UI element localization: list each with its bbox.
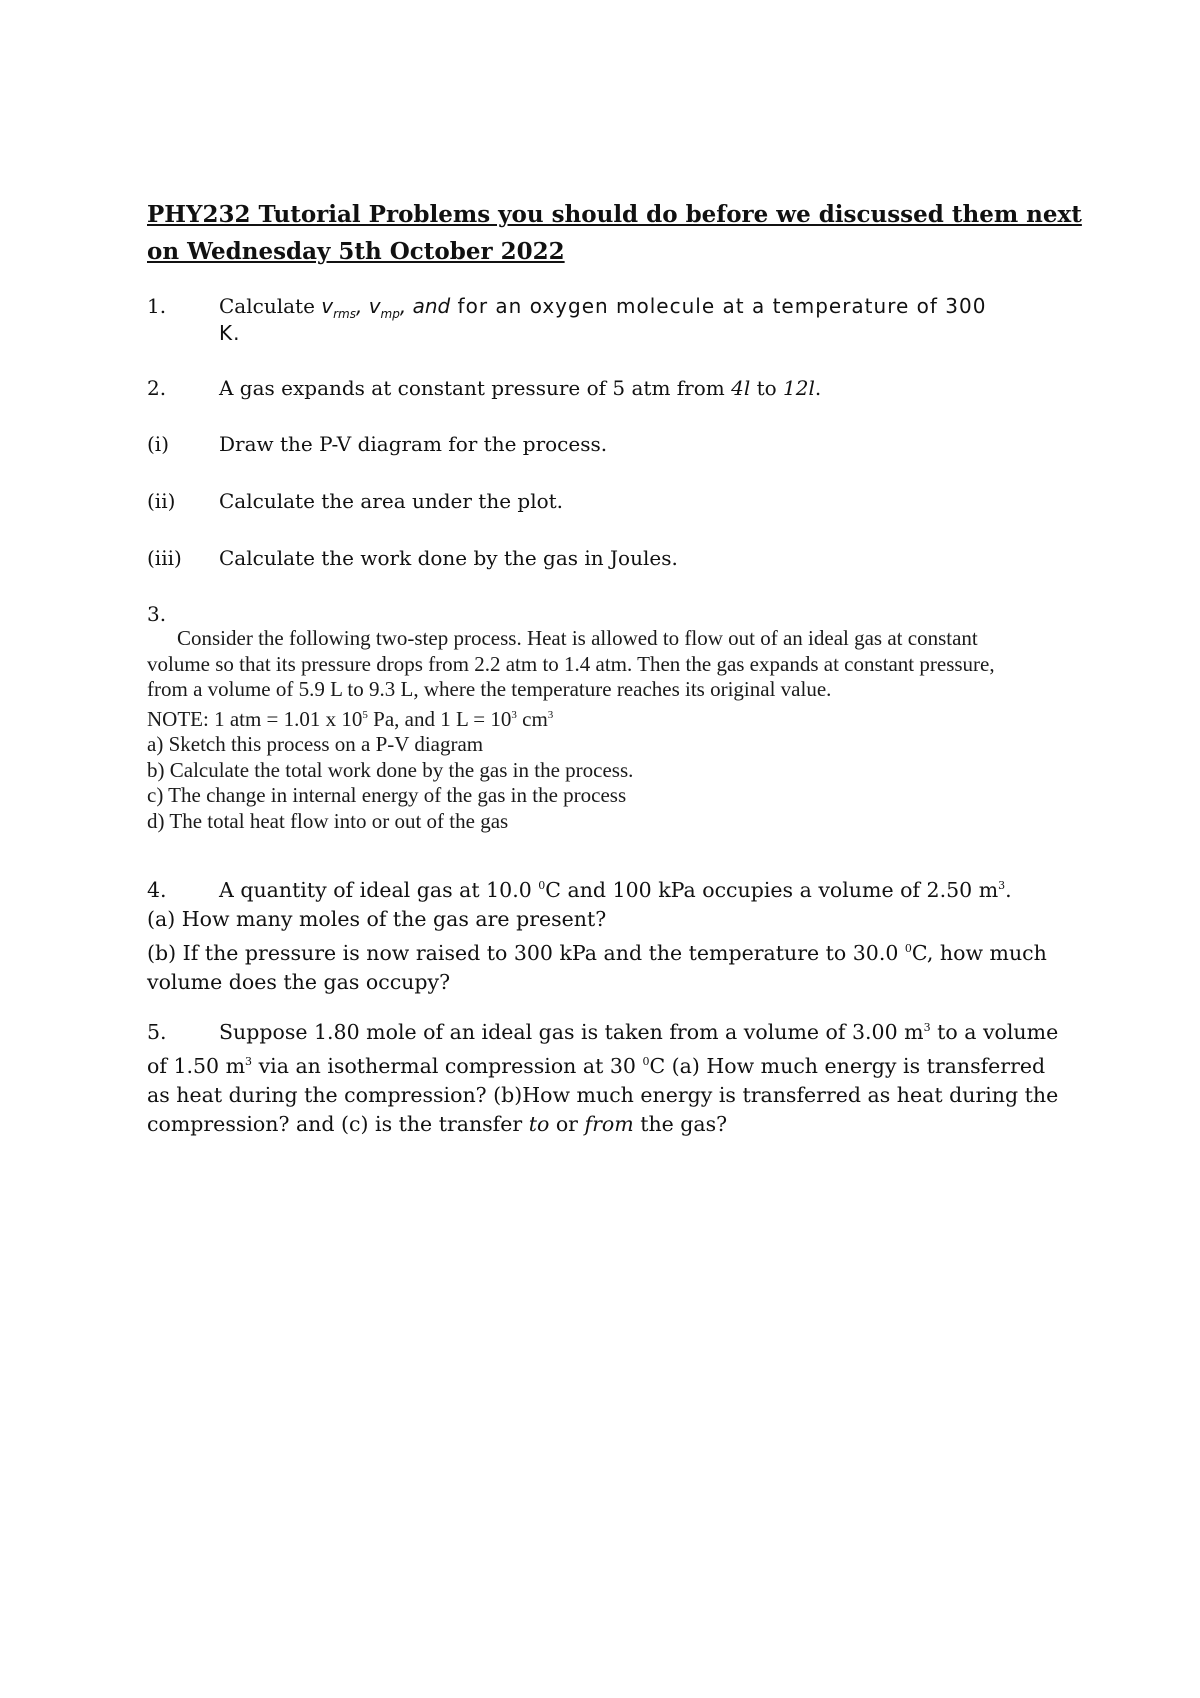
- q2-part-text: Draw the P-V diagram for the process.: [219, 432, 608, 456]
- q3-line: volume so that its pressure drops from 2.2 atm to 1.4 atm. Then the gas expands at constant pressure,: [147, 651, 995, 676]
- q4-line-1: 4. A quantity of ideal gas at 10.0 $^0$C and 100 kPa occupies a volume of 2.50 $m^3$.: [147, 871, 1077, 905]
- q1-lead: Calculate: [219, 294, 322, 318]
- q3-scanned-block: [147, 626, 1107, 834]
- q4-line-4: volume does the gas occupy?: [147, 969, 451, 994]
- q4-block: [147, 871, 1077, 997]
- q2-part-label: (iii): [147, 546, 182, 570]
- q4-number: 4.: [147, 877, 167, 902]
- q3-line: Consider the following two-step process. Heat is allowed to flow out of an ideal gas at constant: [177, 626, 978, 650]
- title-line-2: on Wednesday 5th October 2022: [147, 238, 565, 265]
- q2-part-text: Calculate the area under the plot.: [219, 489, 564, 513]
- q3-note: NOTE: 1 atm = 1.01 x $10^5$ Pa, and 1 $L = 10^3$ $cm^3$: [147, 706, 554, 731]
- q5-block: [147, 1013, 1077, 1139]
- q1-rest-1: for an oxygen molecule at a temperature of 300: [450, 294, 987, 318]
- q5-line-4: compression? and (c) is the transfer to or from the gas?: [147, 1111, 728, 1136]
- q1-and: , and: [399, 294, 451, 318]
- q3-item: c) The change in internal energy of the gas in the process: [147, 783, 627, 807]
- q2-statement: A gas expands at constant pressure of 5 atm from 4l to 12l.: [219, 376, 822, 400]
- q1-v-mp: $v_{mp}$: [368, 294, 400, 321]
- page-title: [147, 196, 1087, 270]
- q3-number: 3.: [147, 602, 167, 626]
- q3-item: a) Sketch this process on a P-V diagram: [147, 732, 484, 756]
- q2-part-text: Calculate the work done by the gas in Joules.: [219, 546, 678, 570]
- q1-rest-2: K.: [219, 321, 241, 345]
- title-line-1: PHY232 Tutorial Problems you should do before we discussed them next: [147, 201, 1082, 228]
- q5-number: 5.: [147, 1019, 167, 1044]
- q3-line: from a volume of 5.9 L to 9.3 L, where the temperature reaches its original value.: [147, 677, 832, 701]
- q3-item: b) Calculate the total work done by the gas in the process.: [147, 757, 634, 782]
- q4-line-3: (b) If the pressure is now raised to 300 kPa and the temperature to 30.0 $^0$C, how much: [147, 940, 1047, 965]
- q2-part-label: (ii): [147, 489, 176, 513]
- q1-v-rms: $v_{rms}$: [321, 294, 356, 321]
- q5-line-2: of 1.50 $m^3$ via an isothermal compression at 30 $^0$C (a) How much energy is transferred: [147, 1053, 1046, 1078]
- q2-number: 2.: [147, 376, 167, 400]
- q3-item: d) The total heat flow into or out of the gas: [147, 808, 509, 833]
- q5-line-1: 5. Suppose 1.80 mole of an ideal gas is taken from a volume of 3.00 $m^3$ to a volume: [147, 1013, 1077, 1047]
- q5-line-3: as heat during the compression? (b)How much energy is transferred as heat during the: [147, 1082, 1059, 1107]
- q1-number: 1.: [147, 294, 167, 318]
- q1-line-1: Calculate $v_{rms}$, $v_{mp}$, and for an oxygen molecule at a temperature of 300: [219, 294, 987, 321]
- q2-part-label: (i): [147, 432, 170, 456]
- q4-line-2: (a) How many moles of the gas are present?: [147, 906, 607, 931]
